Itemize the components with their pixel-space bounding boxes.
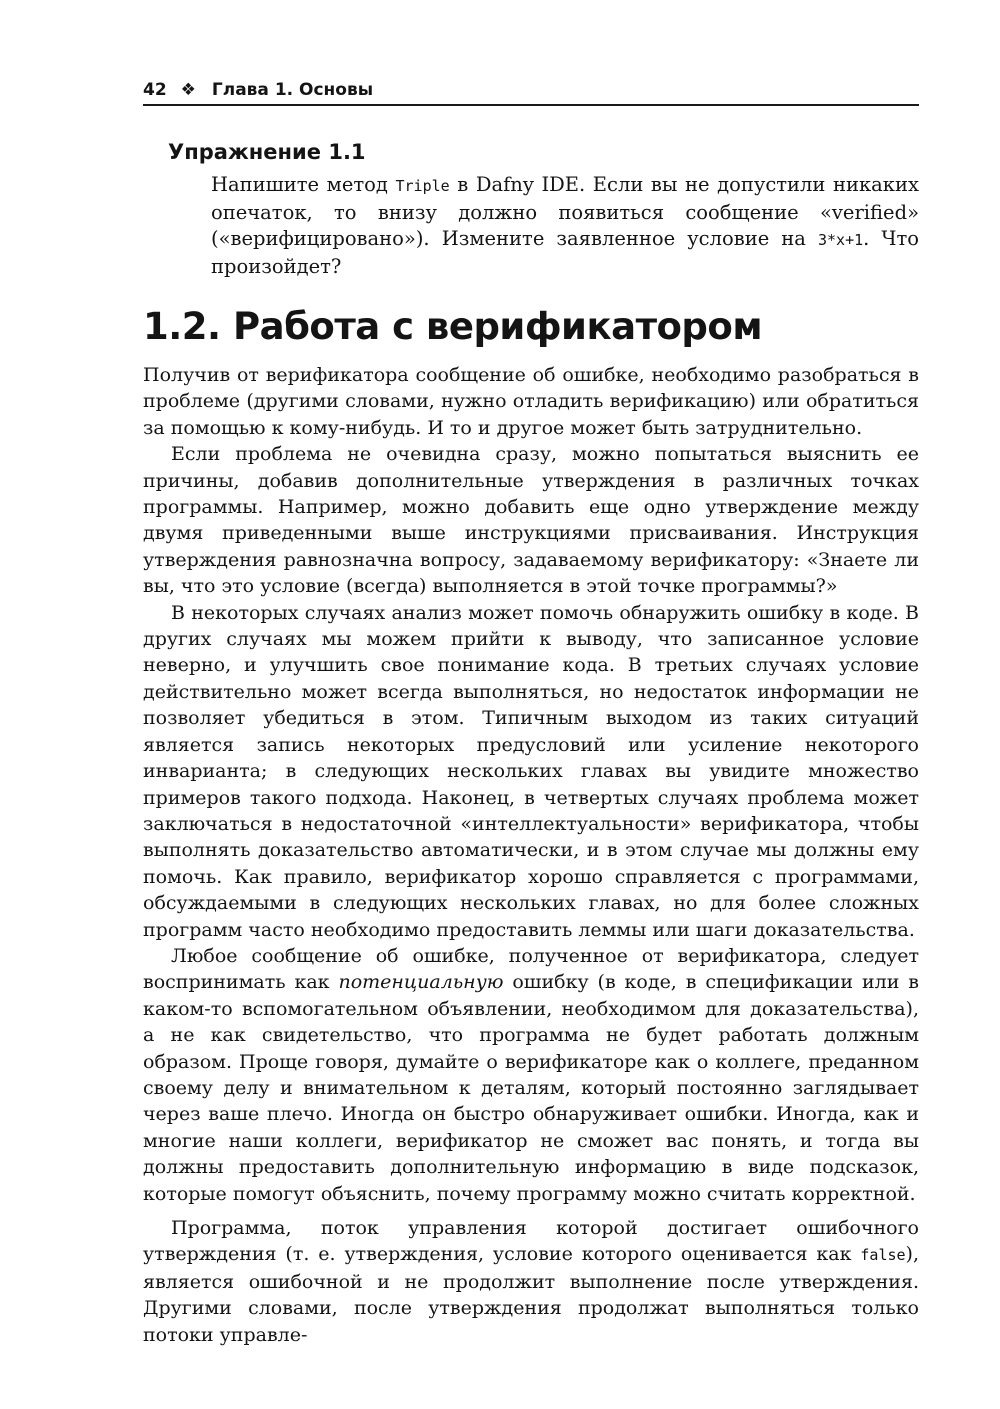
code-triple: Triple	[395, 177, 450, 195]
paragraph-5: Программа, поток управления которой достигает ошибочного утверждения (т. е. утверждения, условие которого оценивается как false), является ошибочной и не продолжит выполнение после утверждения. Другими словами, после утверждения продолжат выполняться только потоки управле-	[143, 1217, 919, 1346]
page-number: 42	[143, 80, 167, 100]
exercise-title: Упражнение 1.1	[168, 140, 366, 164]
exercise-text: Напишите метод Triple в Dafny IDE. Если вы не допустили никаких опечаток, то внизу должно появиться сообщение «verified» («верифицировано»). Измените заявленное условие на 3*x+1. Что произойдет?	[211, 173, 919, 278]
diamond-ornament-icon: ❖	[180, 80, 196, 100]
code-false: false	[860, 1246, 906, 1265]
paragraph-2: Если проблема не очевидна сразу, можно попытаться выяснить ее причины, добавив дополнительные утверждения в различных точках программы. Например, можно добавить еще одно утверждение между двумя приведенными выше инструкциями присваивания. Инструкция утверждения равнозначна вопросу, задаваемому верификатору: «Знаете ли вы, что это условие (всегда) выполняется в этой точке программы?»	[143, 443, 919, 598]
code-expression: 3*x+1	[817, 231, 864, 249]
paragraph-1: Получив от верификатора сообщение об ошибке, необходимо разобраться в проблеме (другими словами, нужно отладить верификацию) или обратиться за помощью к кому-нибудь. И то и другое может быть затруднительно.	[143, 364, 919, 439]
section-heading: 1.2. Работа с верификатором	[143, 305, 763, 348]
running-header	[143, 80, 919, 106]
body-text	[143, 362, 919, 1348]
paragraph-3: В некоторых случаях анализ может помочь обнаружить ошибку в коде. В других случаях мы можем прийти к выводу, что записанное условие неверно, и улучшить свое понимание кода. В третьих случаях условие действительно может всегда выполняться, но недостаток информации не позволяет убедиться в этом. Типичным выходом из таких ситуаций является запись некоторых предусловий или усиление некоторого инварианта; в следующих нескольких главах вы увидите множество примеров такого подхода. Наконец, в четвертых случаях проблема может заключаться в недостаточной «интеллектуальности» верификатора, чтобы выполнять доказательство автоматически, и в этом случае мы должны ему помочь. Как правило, верификатор хорошо справляется с программами, обсуждаемыми в следующих нескольких главах, но для более сложных программ часто необходимо предоставить леммы или шаги доказательства.	[143, 601, 919, 941]
emphasis: потенциальную	[338, 971, 504, 994]
chapter-title: Глава 1. Основы	[211, 80, 374, 100]
paragraph-4: Любое сообщение об ошибке, полученное от верификатора, следует воспринимать как потенциальную ошибку (в коде, в спецификации или в каком-то вспомогательном объявлении, необходимом для доказательства), а не как свидетельство, что программа не будет работать должным образом. Проще говоря, думайте о верификаторе как о коллеге, преданном своему делу и внимательном к деталям, который постоянно заглядывает через ваше плечо. Иногда он быстро обнаруживает ошибки. Иногда, как и многие наши коллеги, верификатор не сможет вас понять, и тогда вы должны предоставить дополнительную информацию в виде подсказок, которые помогут объяснить, почему программу можно считать корректной.	[143, 944, 920, 1205]
